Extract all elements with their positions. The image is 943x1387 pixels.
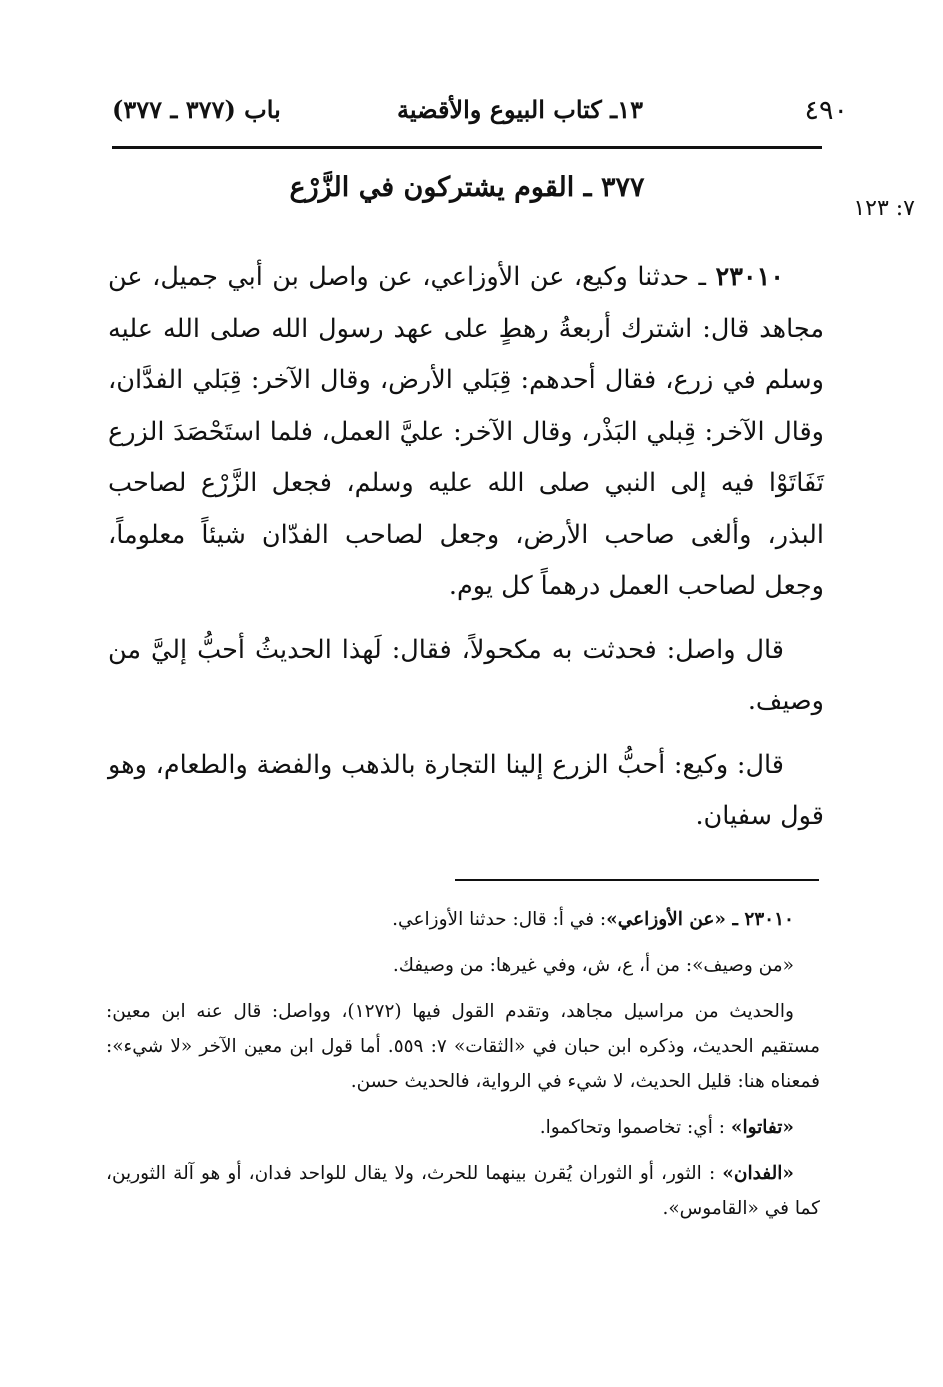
page-number: ٤٩٠ xyxy=(804,95,848,126)
footnote-1-label: ٢٣٠١٠ ـ «عن الأوزاعي» xyxy=(606,909,794,930)
paragraph-waki: قال: وكيع: أحبُّ الزرع إلينا التجارة بالذهب والفضة والطعام، وهو قول سفيان. xyxy=(108,749,824,831)
footnote-5 xyxy=(106,1156,820,1226)
header-rule xyxy=(112,146,822,149)
chapter-title: ٣٧٧ ـ القوم يشتركون في الزَّرْع xyxy=(289,172,645,203)
paragraph-wasil: قال واصل: فحدثت به مكحولاً، فقال: لَهذا الحديثُ أحبُّ إليَّ من وصيف. xyxy=(108,634,824,716)
hadith-paragraph xyxy=(108,252,824,613)
hadith-number: ٢٣٠١٠ xyxy=(715,262,784,292)
footnote-rule xyxy=(455,879,819,881)
footnote-4-label: «تفاتوا» xyxy=(730,1117,794,1138)
footnote-5-label: «الفدان» xyxy=(722,1163,794,1184)
footnote-5-text: : الثور، أو الثوران يُقرن بينهما للحرث، ولا يقال للواحد فدان، أو هو آلة الثورين، كما في «القاموس». xyxy=(106,1163,820,1219)
footnote-4-text: : أي: تخاصموا وتحاكموا. xyxy=(539,1117,731,1138)
main-text xyxy=(108,252,824,843)
margin-reference: ٧: ١٢٣ xyxy=(853,196,915,221)
running-header-bab: باب (٣٧٧ ـ ٣٧٧) xyxy=(112,95,281,124)
footnote-3: والحديث من مراسيل مجاهد، وتقدم القول فيها (١٢٧٢)، وواصل: قال عنه ابن معين: مستقيم الحديث، وذكره ابن حبان في «الثقات» ٧: ٥٥٩. أما قول ابن معين الآخر «لا شيء»: فمعناه هنا: قليل الحديث، لا شيء في الرواية، فالحديث حسن. xyxy=(106,1001,820,1092)
hadith-text: ـ حدثنا وكيع، عن الأوزاعي، عن واصل بن أبي جميل، عن مجاهد قال: اشترك أربعةُ رهطٍ على عهد رسول الله صلى الله عليه وسلم في زرع، فقال أحدهم: قِبَلي الأرض، وقال الآخر: قِبَلي الفدَّان، وقال الآخر: قِبلي البَذْر، وقال الآخر: عليَّ العمل، فلما استَحْصَدَ الزرع تَفَاتَوْا فيه إلى النبي صلى الله عليه وسلم، فجعل الزَّرْع لصاحب البذر، وألغى صاحب الأرض، وجعل لصاحب الفدّان شيئاً معلوماً، وجعل لصاحب العمل درهماً كل يوم. xyxy=(108,262,824,601)
footnote-1-text: : في أ: قال: حدثنا الأوزاعي. xyxy=(392,909,607,930)
running-header-title: ١٣ـ كتاب البيوع والأقضية xyxy=(397,95,643,124)
footnote-1 xyxy=(106,902,820,937)
footnote-4 xyxy=(106,1110,820,1145)
footnotes xyxy=(106,902,820,1226)
footnote-2: «من وصيف»: من أ، ع، ش، وفي غيرها: من وصيفك. xyxy=(392,955,794,976)
